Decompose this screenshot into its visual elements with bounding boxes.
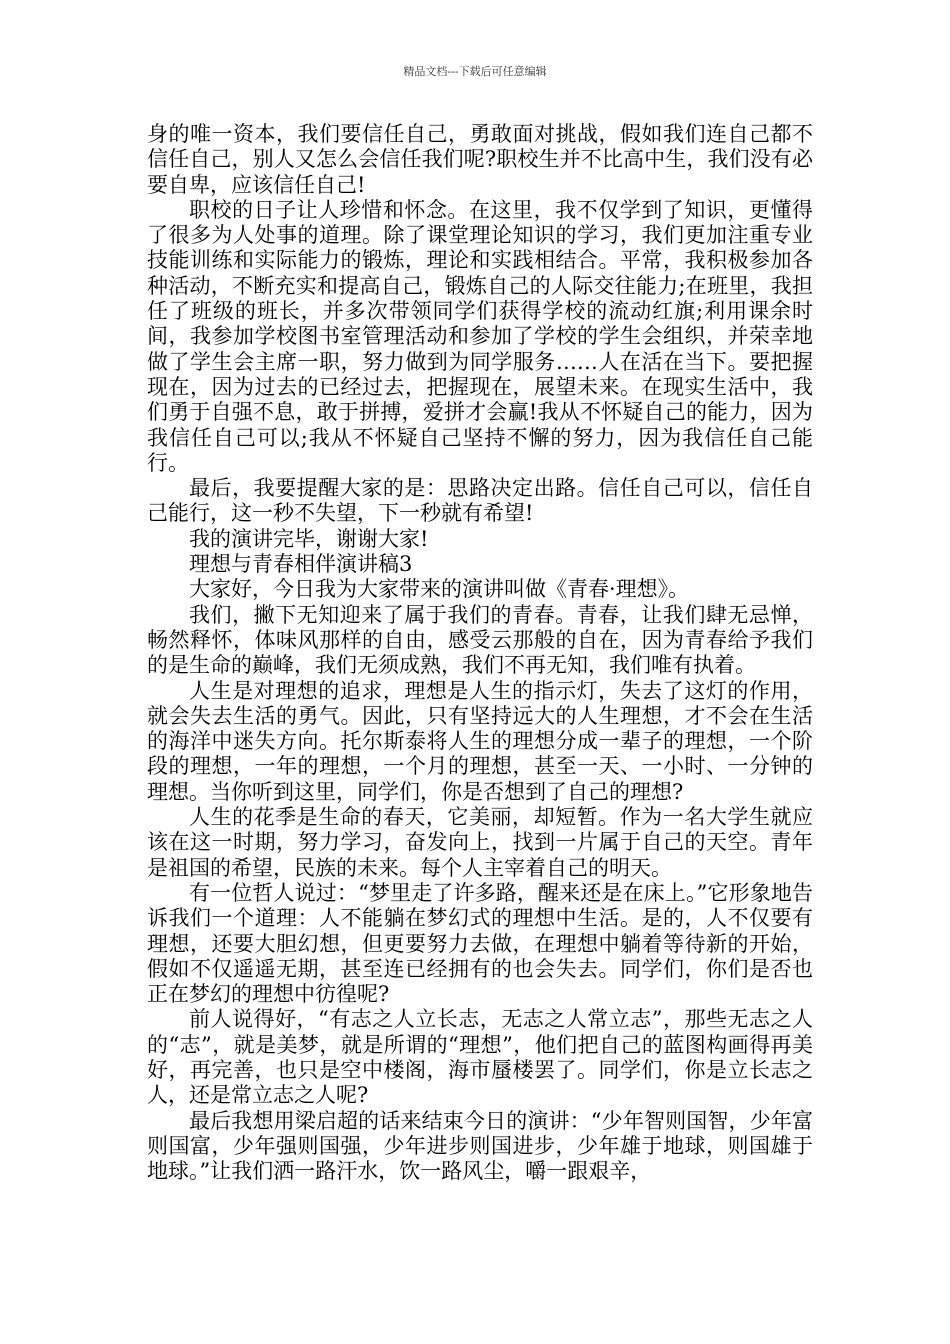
paragraph: 前人说得好，“有志之人立长志，无志之人常立志”，那些无志之人的“志”，就是美梦，就是所谓的“理想”，他们把自己的蓝图构画得再美好，再完善，也只是空中楼阁，海市蜃楼罢了。同学们，你是立长志之人，还是常立志之人呢? — [147, 1007, 813, 1108]
page-header: 精品文档---下载后可任意编辑 — [403, 65, 547, 78]
section-title: 理想与青春相伴演讲稿3 — [189, 552, 413, 577]
paragraph: 人生的花季是生命的春天，它美丽，却短暂。作为一名大学生就应该在这一时期，努力学习，奋发向上，找到一片属于自己的天空。青年是祖国的希望，民族的未来。每个人主宰着自己的明天。 — [147, 805, 813, 880]
paragraph: 最后，我要提醒大家的是：思路决定出路。信任自己可以，信任自己能行，这一秒不失望，下一秒就有希望! — [147, 476, 813, 526]
paragraph: 身的唯一资本，我们要信任自己，勇敢面对挑战，假如我们连自己都不信任自己，别人又怎么会信任我们呢?职校生并不比高中生，我们没有必要自卑，应该信任自己! — [147, 122, 813, 197]
paragraph: 我们，撇下无知迎来了属于我们的青春。青春，让我们肆无忌惮，畅然释怀，体味风那样的自由，感受云那般的自在，因为青春给予我们的是生命的巅峰，我们无须成熟，我们不再无知，我们唯有执着。 — [147, 602, 813, 678]
paragraph: 有一位哲人说过：“梦里走了许多路，醒来还是在床上。”它形象地告诉我们一个道理：人不能躺在梦幻式的理想中生活。是的，人不仅要有理想，还要大胆幻想，但更要努力去做，在理想中躺着等待新的开始，假如不仅遥遥无期，甚至连已经拥有的也会失去。同学们，你们是否也正在梦幻的理想中彷徨呢? — [147, 880, 813, 1007]
paragraph: 我的演讲完毕，谢谢大家! — [189, 526, 429, 551]
paragraph: 职校的日子让人珍惜和怀念。在这里，我不仅学到了知识，更懂得了很多为人处事的道理。除了课堂理论知识的学习，我们更加注重专业技能训练和实际能力的锻炼，理论和实践相结合。平常，我积极参加各种活动，不断充实和提高自己，锻炼自己的人际交往能力;在班里，我担任了班级的班长，并多次带领同学们获得学校的流动红旗;利用课余时间，我参加学校图书室管理活动和参加了学校的学生会组织，并荣幸地做了学生会主席一职，努力做到为同学服务……人在活在当下。要把握现在，因为过去的已经过去，把握现在，展望未来。在现实生活中，我们勇于自强不息，敢于拼搏，爱拼才会赢!我从不怀疑自己的能力，因为我信任自己可以;我从不怀疑自己坚持不懈的努力，因为我信任自己能行。 — [147, 197, 813, 475]
paragraph: 人生是对理想的追求，理想是人生的指示灯，失去了这灯的作用，就会失去生活的勇气。因此，只有坚持远大的人生理想，才不会在生活的海洋中迷失方向。托尔斯泰将人生的理想分成一辈子的理想，一个阶段的理想，一年的理想，一个月的理想，甚至一天、一小时、一分钟的理想。当你听到这里，同学们，你是否想到了自己的理想? — [147, 678, 813, 804]
paragraph: 大家好，今日我为大家带来的演讲叫做《青春·理想》。 — [189, 577, 690, 602]
document-body — [147, 122, 813, 1184]
paragraph: 最后我想用梁启超的话来结束今日的演讲：“少年智则国智，少年富则国富，少年强则国强，少年进步则国进步，少年雄于地球，则国雄于地球。”让我们洒一路汗水，饮一路风尘，嚼一跟艰辛， — [147, 1108, 813, 1184]
